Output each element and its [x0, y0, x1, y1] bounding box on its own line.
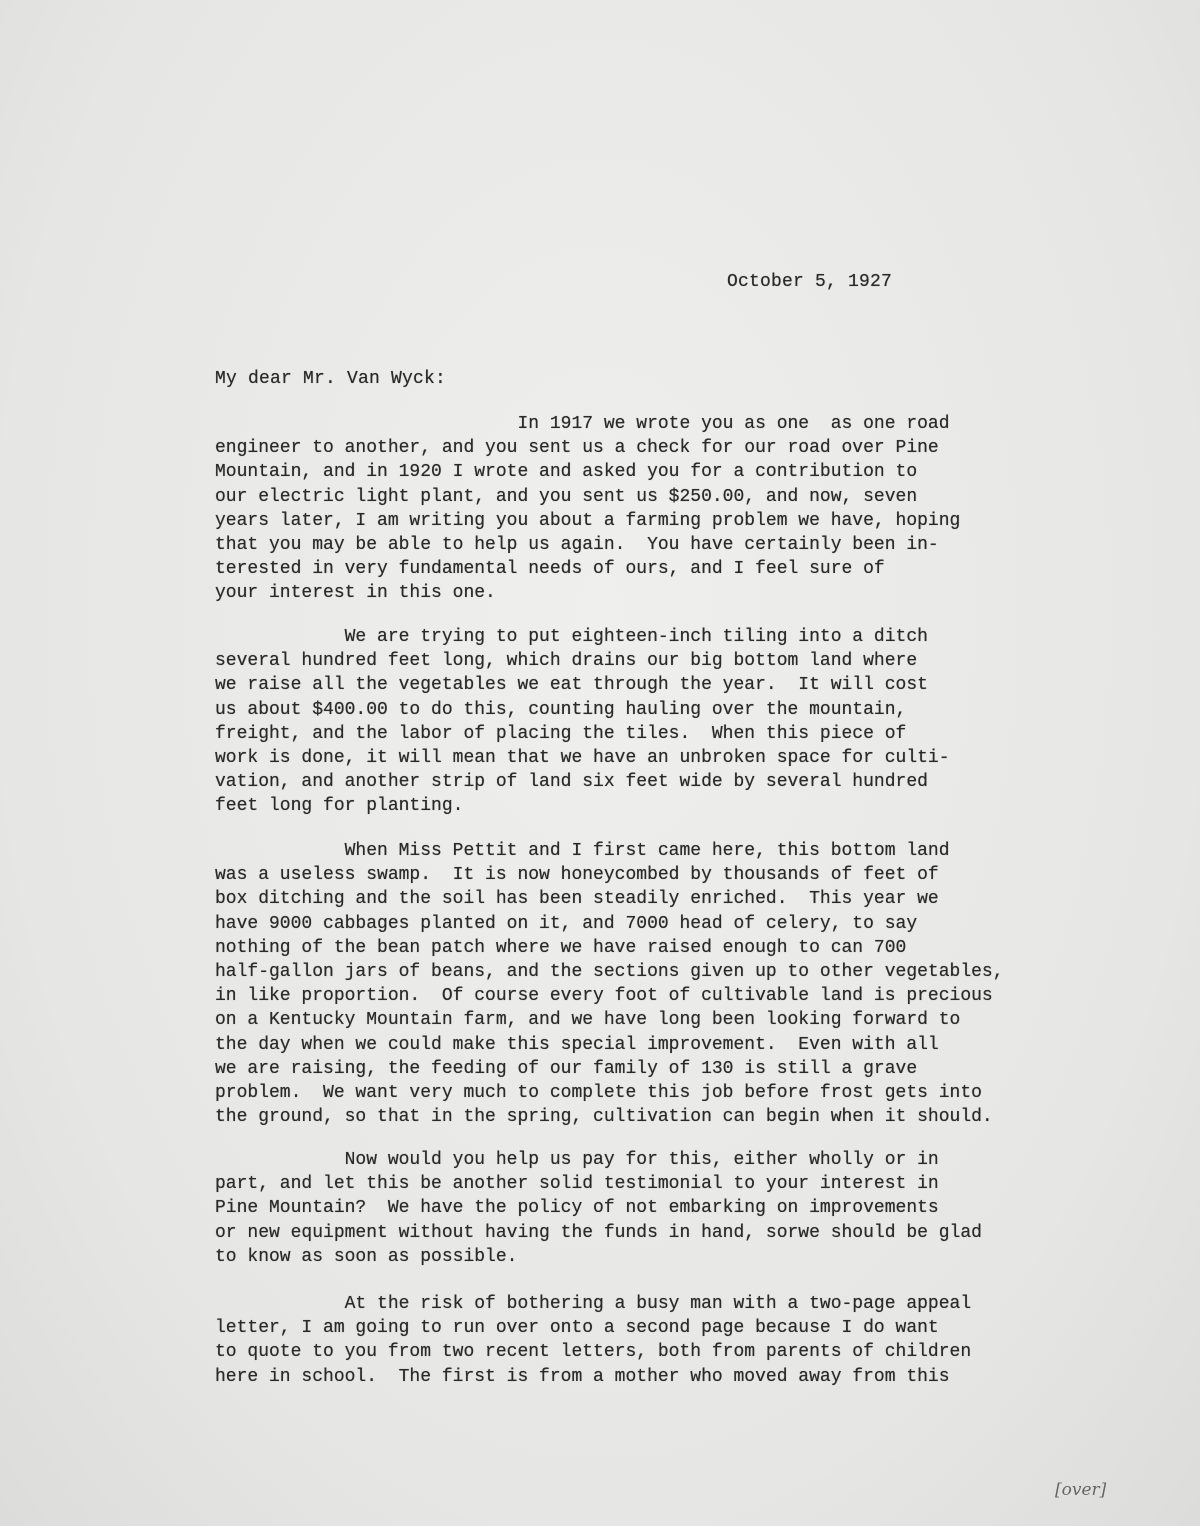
- text-line: several hundred feet long, which drains our big bottom land where: [215, 651, 918, 672]
- text-line: feet long for planting.: [215, 796, 464, 817]
- text-line: us about $400.00 to do this, counting hauling over the mountain,: [215, 699, 907, 720]
- text-line: work is done, it will mean that we have an unbroken space for culti-: [215, 748, 950, 769]
- text-line: we raise all the vegetables we eat through the year. It will cost: [215, 675, 928, 696]
- text-line: we are raising, the feeding of our family of 130 is still a grave: [215, 1058, 918, 1079]
- paragraph-2: [215, 625, 950, 819]
- text-line: engineer to another, and you sent us a check for our road over Pine: [215, 438, 939, 459]
- text-line: part, and let this be another solid testimonial to your interest in: [215, 1174, 939, 1195]
- text-line: At the risk of bothering a busy man with a two-page appeal: [215, 1294, 972, 1314]
- text-line: vation, and another strip of land six feet wide by several hundred: [215, 772, 928, 793]
- text-line: have 9000 cabbages planted on it, and 7000 head of celery, to say: [215, 913, 918, 934]
- text-line: our electric light plant, and you sent us $250.00, and now, seven: [215, 486, 918, 507]
- text-line: to quote to you from two recent letters, both from parents of children: [215, 1342, 972, 1363]
- text-line: half-gallon jars of beans, and the sections given up to other vegetables,: [215, 962, 1004, 983]
- text-line: Pine Mountain? We have the policy of not embarking on improvements: [215, 1198, 939, 1219]
- paragraph-3: [215, 839, 1004, 1129]
- text-line: or new equipment without having the funds in hand, sorwe should be glad: [215, 1222, 982, 1243]
- handwritten-over-note: [over]: [1055, 1480, 1107, 1500]
- text-line: problem. We want very much to complete this job before frost gets into: [215, 1083, 982, 1104]
- text-line: In 1917 we wrote you as one as one road: [215, 414, 950, 434]
- text-line: that you may be able to help us again. You have certainly been in-: [215, 535, 939, 556]
- text-line: the ground, so that in the spring, cultivation can begin when it should.: [215, 1107, 993, 1128]
- text-line: in like proportion. Of course every foot of cultivable land is precious: [215, 986, 993, 1007]
- letter-date: October 5, 1927: [727, 272, 893, 292]
- text-line: When Miss Pettit and I first came here, this bottom land: [215, 841, 950, 861]
- text-line: was a useless swamp. It is now honeycombed by thousands of feet of: [215, 865, 939, 886]
- text-line: terested in very fundamental needs of ours, and I feel sure of: [215, 559, 885, 580]
- paragraph-4: [215, 1148, 982, 1269]
- paragraph-1: [215, 412, 960, 606]
- text-line: box ditching and the soil has been steadily enriched. This year we: [215, 889, 939, 910]
- text-line: your interest in this one.: [215, 583, 496, 604]
- text-line: years later, I am writing you about a farming problem we have, hoping: [215, 510, 961, 531]
- salutation: My dear Mr. Van Wyck:: [215, 369, 447, 389]
- text-line: the day when we could make this special improvement. Even with all: [215, 1034, 939, 1055]
- text-line: We are trying to put eighteen-inch tiling into a ditch: [215, 627, 928, 647]
- text-line: Now would you help us pay for this, either wholly or in: [215, 1150, 939, 1170]
- text-line: Mountain, and in 1920 I wrote and asked you for a contribution to: [215, 462, 918, 483]
- paragraph-5: [215, 1292, 971, 1389]
- text-line: letter, I am going to run over onto a second page because I do want: [215, 1318, 939, 1339]
- text-line: here in school. The first is from a mother who moved away from this: [215, 1366, 950, 1387]
- text-line: to know as soon as possible.: [215, 1246, 518, 1267]
- text-line: on a Kentucky Mountain farm, and we have long been looking forward to: [215, 1010, 961, 1031]
- text-line: nothing of the bean patch where we have raised enough to can 700: [215, 937, 907, 958]
- text-line: freight, and the labor of placing the tiles. When this piece of: [215, 723, 907, 744]
